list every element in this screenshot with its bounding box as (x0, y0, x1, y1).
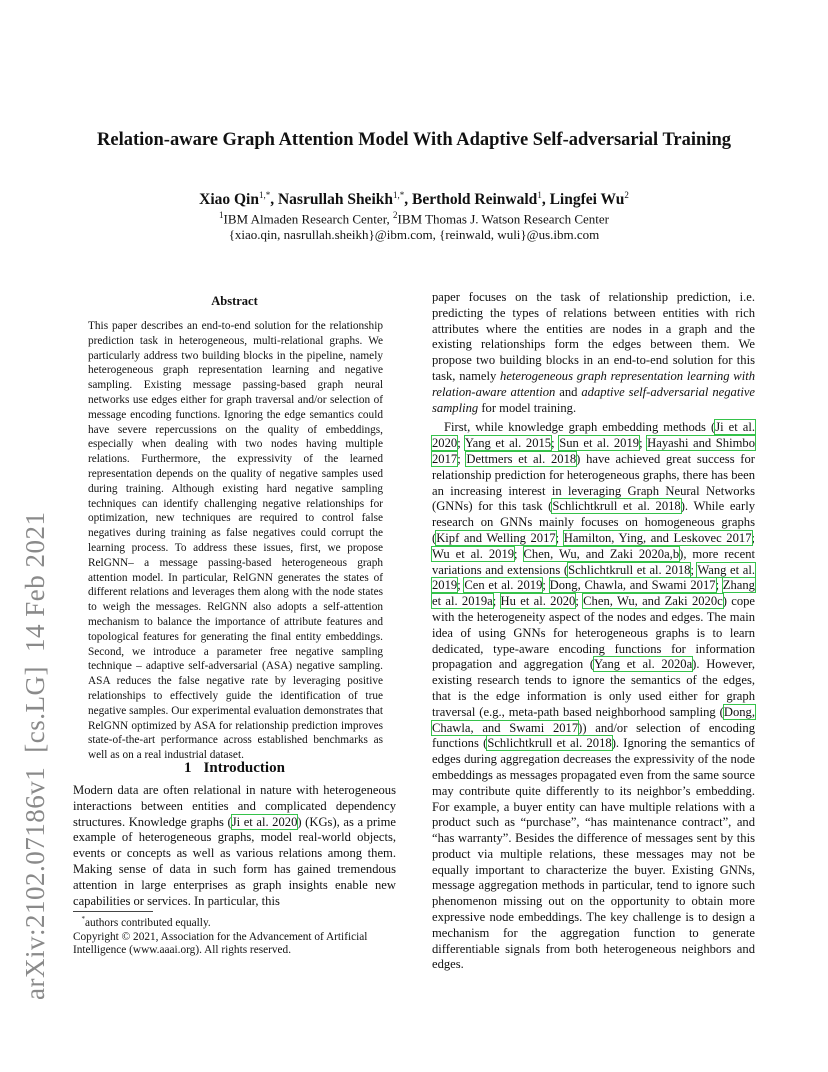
text-run: ; (457, 451, 467, 466)
text-run: ; (690, 562, 698, 577)
author-name: Nasrullah Sheikh (277, 191, 393, 209)
author-emails: {xiao.qin, nasrullah.sheikh}@ibm.com, {reinwald, wuli}@us.ibm.com (228, 227, 600, 243)
text-run: ; (542, 578, 550, 593)
text-run: ) (KGs), as a prime example of heterogeneous graphs, model real-world objects, events or concepts as well as various relations among them. Making sense of data in such form has gained tremendous attention in large enterprises as graph insights enable new capabilities or services. In particular, this (73, 814, 396, 908)
citation-link[interactable]: Hamilton, Ying, and Leskovec 2017 (563, 530, 752, 545)
intro-paragraph (73, 783, 396, 909)
citation-link[interactable]: Dettmers et al. 2018 (466, 451, 577, 466)
text-run: )) and/or selection of encoding functions ( (432, 720, 755, 751)
text-run: ; (751, 530, 755, 545)
author-mark: 1 (537, 190, 542, 200)
text-run: ), more recent variations and extensions ( (432, 546, 755, 577)
citation-link[interactable]: Wang et al. 2019 (432, 562, 755, 593)
text-run: ; (457, 436, 465, 451)
text-run: paper focuses on the task of relationship prediction, i.e. predicting the types of relations between entities with rich attributes where the entities are nodes in a graph and the existing relationships form the edges between them. We propose two building blocks in an end-to-end solution for this task, namely (432, 290, 755, 383)
text-run: ; (555, 530, 564, 545)
text-run: ). While early research on GNNs mainly focuses on homogeneous graphs ( (432, 499, 755, 545)
text-run: ). Ignoring the semantics of edges during aggregation decreases the expressivity of the node embeddings as messages propagated even from the same source may contribute quite differently to its neighbor’s embedding. For example, a buyer entity can have multiple relations with a product such as “purchase”, “has maintenance contract”, and “has warranty”. Besides the difference of messages sent by this product via multiple relations, these messages may not be equally important to characterize the buyer. Existing GNNs, message aggregation methods in particular, tend to ignore such phenomenon missing out on the opportunity to obtain more expressive node embeddings. The key challenge is to design a mechanism for the aggregation function to generate differentiable signals from both heterogeneous neighbors and edges. (432, 736, 755, 972)
emphasis-text: heterogeneous graph representation learning with relation-aware attention (432, 368, 755, 399)
arxiv-id: arXiv:2102.07186v1 (20, 766, 50, 1000)
text-run: ; (551, 436, 560, 451)
citation-link[interactable]: Ji et al. 2020 (432, 420, 755, 451)
author-mark: 2 (624, 190, 629, 200)
citation-link[interactable]: Hu et al. 2020 (500, 594, 576, 609)
text-run: First, while knowledge graph embedding methods ( (444, 420, 716, 435)
arxiv-date: 14 Feb 2021 (20, 511, 50, 653)
footnote (73, 913, 396, 958)
abstract-body: This paper describes an end-to-end solution for the relationship prediction task in heterogeneous, multi-relational graphs. We particularly address two building blocks in the pipeline, namely heterogeneous graph representation learning and negative sampling. Existing message passing-based graph neural networks use edges either for graph traversal and/or selection of message encoding functions. Ignoring the edge semantics could have severe repercussions on the quality of embeddings, especially when dealing with two nodes having multiple relations. Furthermore, the expressivity of the learned representation depends on the quality of negative samples used during training. Although existing hard negative sampling techniques can identify challenging negative relationships for optimization, new techniques are required to control false negatives during training as false negatives could corrupt the learning process. To address these issues, first, we propose RelGNN– a message passing-based heterogeneous graph attention model. In particular, RelGNN generates the states of different relations and leverages them along with the node states to weigh the messages. RelGNN also adopts a self-attention mechanism to balance the importance of attribute features and topological features for generating the final entity embeddings. Second, we introduce a parameter free negative sampling technique – adaptive self-adversarial (ASA) negative sampling. ASA reduces the false negative rate by leveraging positive relationships to effectively guide the identification of true negative samples. Our experimental evaluation demonstrates that RelGNN optimized by ASA for relationship prediction improves state-of-the-art performance across established benchmarks as well as on a real industrial dataset. (88, 320, 383, 762)
citation-link[interactable]: Schlichtkrull et al. 2018 (552, 499, 681, 514)
citation-link[interactable]: Schlichtkrull et al. 2018 (487, 736, 612, 751)
paragraph (432, 290, 755, 416)
author-list: Xiao Qin$^{1,*}$, Nasrullah Sheikh$^{1,*}$, Berthold Reinwald$^1$, Lingfei Wu$^2$ (199, 190, 629, 209)
author-name: Lingfei Wu (549, 191, 625, 209)
author-name: Berthold Reinwald (412, 191, 538, 209)
citation-link[interactable]: Schlichtkrull et al. 2018 (568, 562, 691, 577)
author-mark: 1,* (393, 190, 405, 200)
text-run: ; (492, 594, 501, 609)
footnote-divider (73, 911, 153, 912)
copyright-notice: Copyright © 2021, Association for the Advancement of Artificial Intelligence (www.aaai.org). All rights reserved. (73, 930, 368, 957)
citation-link[interactable]: Yang et al. 2015 (464, 436, 552, 451)
text-run: ; (457, 578, 465, 593)
citation-link[interactable]: Sun et al. 2019 (559, 436, 640, 451)
affiliations (73, 207, 755, 243)
affiliation-mark: 2 (393, 210, 398, 220)
text-run: for model training. (478, 400, 577, 415)
citation-link[interactable]: Zhang et al. 2019a (432, 578, 755, 609)
text-run: ; (514, 546, 524, 561)
text-run: ). However, existing research tends to ignore the semantics of the edges, that is the edge information is only used either for graph traversal (e.g., meta-path based neighborhood sampling ( (432, 657, 755, 719)
affiliation-mark: 1 (218, 210, 224, 220)
section-title: Introduction (203, 760, 285, 776)
text-run: ) cope with the heterogeneity aspect of the nodes and edges. The main idea of using GNNs for heterogeneous graphs is to learn dedicated, type-aware encoding functions for information propagation and aggregation ( (432, 594, 756, 672)
paper-title: Relation-aware Graph Attention Model With Adaptive Self-adversarial Training (97, 130, 731, 150)
author-name: Xiao Qin (199, 191, 259, 209)
arxiv-category: [cs.LG] (20, 666, 50, 753)
text-run: and (555, 384, 582, 399)
affiliation-1: IBM Almaden Research Center, (223, 211, 393, 227)
affiliation-2: IBM Thomas J. Watson Research Center (397, 211, 609, 227)
footnote-mark: * (81, 915, 85, 923)
arxiv-stamp (20, 498, 51, 1000)
citation-link[interactable]: Chen, Wu, and Zaki 2020c (583, 594, 723, 609)
citation-link[interactable]: Yang et al. 2020a (594, 657, 693, 672)
emphasis-text: adaptive self-adversarial negative sampling (432, 384, 756, 415)
citation-link[interactable]: Kipf and Welling 2017 (436, 530, 556, 545)
section-number: 1 (184, 760, 192, 776)
citation-link[interactable]: Ji et al. 2020 (231, 814, 298, 829)
text-run: ) have achieved great success for relationship prediction for heterogeneous graphs, there has been an increasing interest in leveraging Graph Neural Networks (GNNs) for this task ( (432, 451, 755, 514)
citation-link[interactable]: Cen et al. 2019 (464, 578, 543, 593)
right-column (432, 290, 755, 973)
text-run: ; (575, 594, 584, 609)
text-run: Modern data are often relational in nature with heterogeneous interactions between entities and complicated dependency structures. Knowledge graphs ( (73, 783, 396, 829)
affiliation-line (73, 207, 755, 227)
text-run: ; (639, 436, 648, 451)
citation-link[interactable]: Dong, Chawla, and Swami 2017 (432, 704, 755, 735)
text-run: ; (715, 578, 723, 593)
author-mark: 1,* (258, 190, 271, 200)
citation-link[interactable]: Hayashi and Shimbo 2017 (432, 436, 755, 466)
citation-link[interactable]: Wu et al. 2019 (432, 546, 515, 561)
section-heading (73, 760, 396, 777)
citation-link[interactable]: Chen, Wu, and Zaki 2020a,b (523, 546, 680, 561)
citation-link[interactable]: Dong, Chawla, and Swami 2017 (549, 578, 716, 593)
abstract-heading: Abstract (211, 294, 258, 308)
paragraph (432, 420, 755, 973)
footnote-text: authors contributed equally. (84, 916, 211, 929)
